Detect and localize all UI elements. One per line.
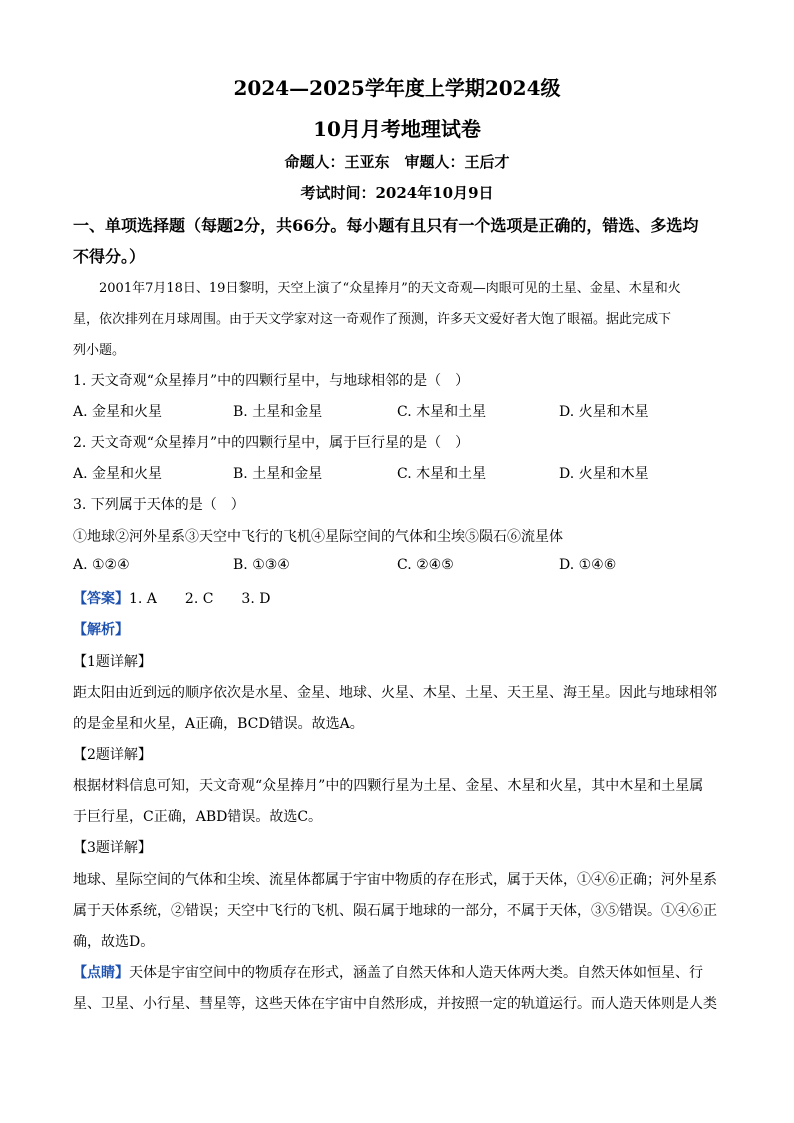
option-d: D. 火星和木星 (559, 404, 649, 420)
option-b: B. ①③④ (233, 557, 290, 573)
detail-3-label: 【3题详解】 (73, 840, 152, 856)
option-c: C. 木星和土星 (397, 466, 487, 482)
exam-subtitle: 10月月考地理试卷 (313, 117, 481, 141)
detail-2-line: 根据材料信息可知，天文奇观“众星捧月”中的四颗行星为土星、金星、木星和火星，其中木星和土星属 (73, 778, 704, 794)
passage-line: 列小题。 (73, 343, 126, 358)
option-d: D. ①④⑥ (559, 557, 617, 573)
exam-title: 2024—2025学年度上学期2024级 (233, 76, 561, 100)
detail-1-line: 的是金星和火星，A正确，BCD错误。故选A。 (73, 716, 364, 732)
question-1-stem: 1. 天文奇观“众星捧月”中的四颗行星中，与地球相邻的是（ ） (73, 373, 470, 389)
detail-3-line: 地球、星际空间的气体和尘埃、流星体都属于宇宙中物质的存在形式，属于天体，①④⑥正确；河外星系 (73, 872, 717, 888)
passage-line: 星，依次排列在月球周围。由于天文学家对这一奇观作了预测，许多天文爱好者大饱了眼福。据此完成下 (73, 312, 672, 327)
section-heading-cont: 不得分。） (73, 247, 146, 266)
option-c: C. ②④⑤ (397, 557, 454, 573)
option-a: A. ①②④ (73, 557, 130, 573)
question-3-stem: 3. 下列属于天体的是（ ） (73, 497, 245, 513)
tip-line (73, 962, 723, 982)
option-b: B. 土星和金星 (233, 404, 323, 420)
detail-1-line: 距太阳由近到远的顺序依次是水星、金星、地球、火星、木星、土星、天王星、海王星。因此与地球相邻 (73, 685, 717, 701)
option-a: A. 金星和火星 (73, 404, 163, 420)
section-heading: 一、单项选择题（每题2分，共66分。每小题有且只有一个选项是正确的，错选、多选均 (73, 216, 699, 235)
option-d: D. 火星和木星 (559, 466, 649, 482)
exam-time: 考试时间：2024年10月9日 (300, 184, 494, 202)
option-b: B. 土星和金星 (233, 466, 323, 482)
question-2-stem: 2. 天文奇观“众星捧月”中的四颗行星中，属于巨行星的是（ ） (73, 435, 470, 451)
answer-text: 1. A 2. C 3. D (129, 591, 271, 607)
option-a: A. 金星和火星 (73, 466, 163, 482)
option-c: C. 木星和土星 (397, 404, 487, 420)
detail-2-label: 【2题详解】 (73, 747, 152, 763)
tip-label: 【点睛】 (73, 965, 129, 981)
tip-line: 星、卫星、小行星、彗星等，这些天体在宇宙中自然形成，并按照一定的轨道运行。而人造天体则是人类 (73, 996, 717, 1012)
passage-line: 2001年7月18日、19日黎明，天空上演了“众星捧月”的天文奇观—肉眼可见的土星、金星、木星和火 (73, 281, 681, 296)
analysis-label: 【解析】 (73, 622, 129, 638)
answer-line (73, 588, 723, 608)
detail-3-line: 确，故选D。 (73, 934, 155, 950)
exam-authors: 命题人：王亚东 审题人：王后才 (284, 153, 510, 171)
detail-3-line: 属于天体系统，②错误；天空中飞行的飞机、陨石属于地球的一部分，不属于天体，③⑤错误。①④⑥正 (73, 903, 717, 919)
detail-1-label: 【1题详解】 (73, 654, 152, 670)
answer-label: 【答案】 (73, 591, 129, 607)
tip-text: 天体是宇宙空间中的物质存在形式，涵盖了自然天体和人造天体两大类。自然天体如恒星、行 (129, 965, 703, 981)
detail-2-line: 于巨行星，C正确，ABD错误。故选C。 (73, 809, 323, 825)
question-3-items: ①地球②河外星系③天空中飞行的飞机④星际空间的气体和尘埃⑤陨石⑥流星体 (73, 529, 563, 545)
